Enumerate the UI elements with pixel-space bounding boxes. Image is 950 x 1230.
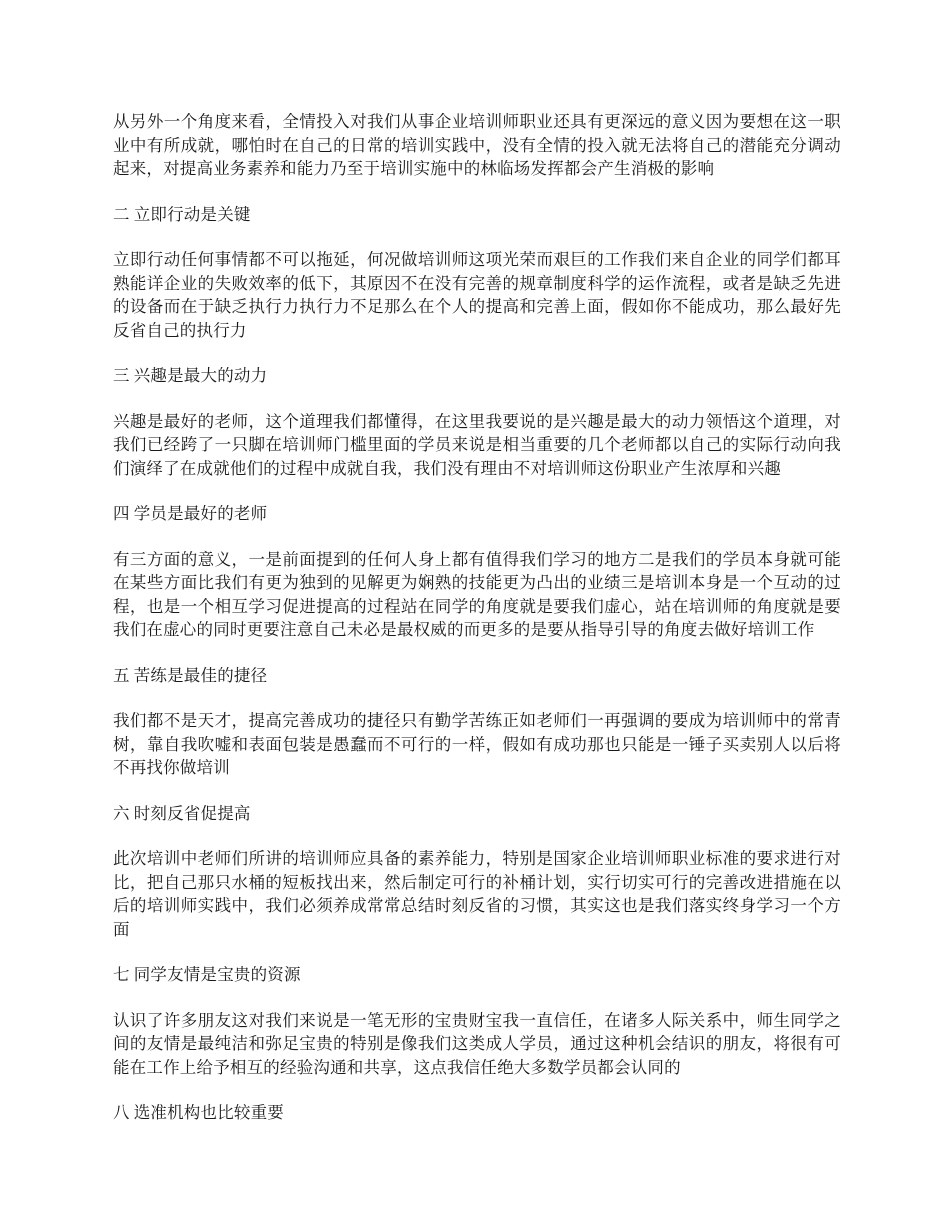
section-number: 七 (113, 965, 130, 984)
section-heading-7 (113, 963, 841, 987)
section-heading-2 (113, 203, 841, 227)
section-title: 立即行动是关键 (133, 204, 251, 224)
section-title: 时刻反省促提高 (133, 803, 251, 823)
paragraph-section-6: 此次培训中老师们所讲的培训师应具备的素养能力，特别是国家企业培训师职业标准的要求进行对比，把自己那只水桶的短板找出来，然后制定可行的补桶计划，实行切实可行的完善改进措施在以后的培训师实践中，我们必须养成常常总结时刻反省的习惯，其实这也是我们落实终身学习一个方面 (113, 849, 841, 939)
section-title: 苦练是最佳的捷径 (133, 665, 268, 685)
section-number: 四 (113, 504, 130, 523)
section-heading-5 (113, 664, 841, 688)
paragraph-section-4: 有三方面的意义，一是前面提到的任何人身上都有值得我们学习的地方二是我们的学员本身就可能在某些方面比我们有更为独到的见解更为娴熟的技能更为凸出的业绩三是培训本身是一个互动的过程，也是一个相互学习促进提高的过程站在同学的角度就是要我们虚心，站在培训师的角度就是要我们在虚心的同时更要注意自己未必是最权威的而更多的是要从指导引导的角度去做好培训工作 (113, 549, 841, 639)
paragraph-section-3: 兴趣是最好的老师，这个道理我们都懂得，在这里我要说的是兴趣是最大的动力领悟这个道理，对我们已经跨了一只脚在培训师门槛里面的学员来说是相当重要的几个老师都以自己的实际行动向我们演绎了在成就他们的过程中成就自我，我们没有理由不对培训师这份职业产生浓厚和兴趣 (113, 411, 841, 478)
section-heading-8 (113, 1101, 841, 1125)
section-number: 五 (113, 665, 130, 685)
section-heading-3 (113, 364, 841, 388)
section-heading-6 (113, 802, 841, 826)
section-heading-4 (113, 502, 841, 526)
section-number: 八 (113, 1103, 130, 1122)
section-title: 学员是最好的老师 (133, 504, 268, 523)
paragraph-section-7: 认识了许多朋友这对我们来说是一笔无形的宝贵财宝我一直信任，在诸多人际关系中，师生同学之间的友情是最纯洁和弥足宝贵的特别是像我们这类成人学员，通过这种机会结识的朋友，将很有可能在工作上给予相互的经验沟通和共享，这点我信任绝大多数学员都会认同的 (113, 1010, 841, 1077)
section-number: 六 (113, 803, 130, 823)
paragraph-section-2: 立即行动任何事情都不可以拖延，何况做培训师这项光荣而艰巨的工作我们来自企业的同学们都耳熟能详企业的失败效率的低下，其原因不在没有完善的规章制度科学的运作流程，或者是缺乏先进的设备而在于缺乏执行力执行力不足那么在个人的提高和完善上面，假如你不能成功，那么最好先反省自己的执行力 (113, 250, 841, 340)
section-title: 选准机构也比较重要 (133, 1103, 285, 1122)
section-number: 三 (113, 366, 130, 385)
paragraph-section-5: 我们都不是天才，提高完善成功的捷径只有勤学苦练正如老师们一再强调的要成为培训师中的常青树，靠自我吹嘘和表面包装是愚蠢而不可行的一样，假如有成功那也只能是一锤子买卖别人以后将不再找你做培训 (113, 711, 841, 777)
section-title: 同学友情是宝贵的资源 (133, 965, 301, 984)
section-number: 二 (113, 204, 130, 224)
paragraph-intro: 从另外一个角度来看，全情投入对我们从事企业培训师职业还具有更深远的意义因为要想在这一职业中有所成就，哪怕时在自己的日常的培训实践中，没有全情的投入就无法将自己的潜能充分调动起来，对提高业务素养和能力乃至于培训实施中的林临场发挥都会产生消极的影响 (113, 112, 841, 178)
section-title: 兴趣是最大的动力 (133, 366, 268, 385)
document-body (113, 110, 841, 1147)
